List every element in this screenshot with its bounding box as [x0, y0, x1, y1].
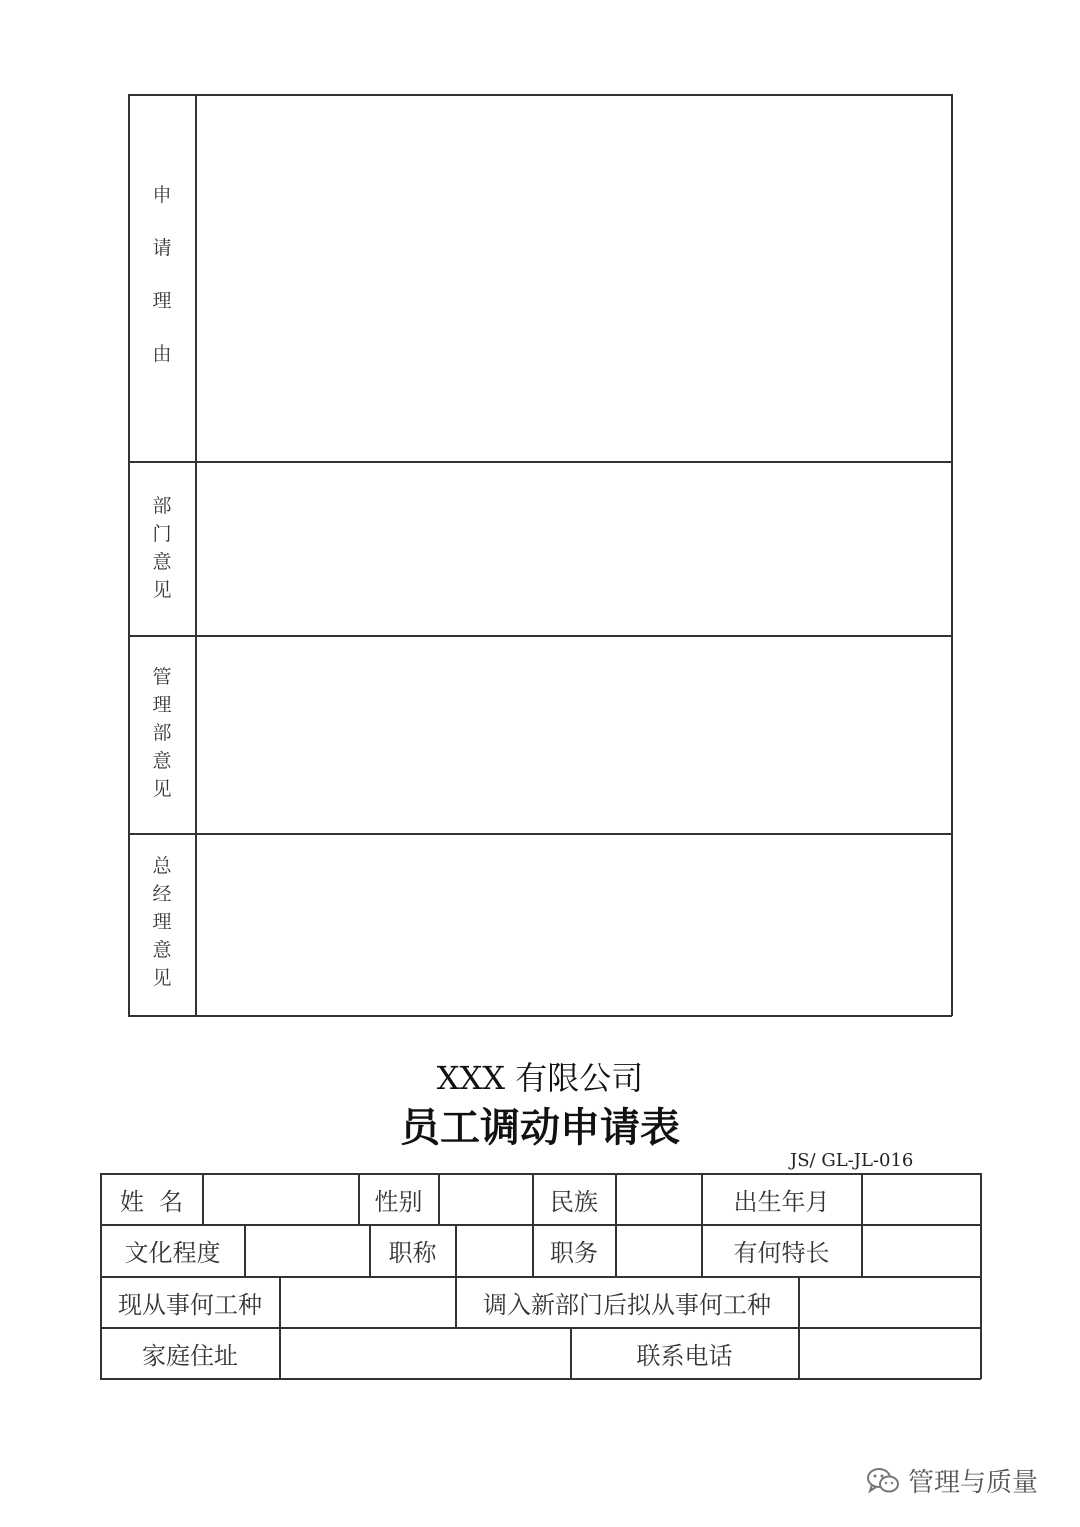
planned-work-field[interactable] — [800, 1278, 979, 1326]
education-field[interactable] — [246, 1226, 368, 1275]
management-opinion-field[interactable] — [197, 637, 950, 832]
form-title: 员工调动申请表 — [400, 1105, 680, 1151]
title-label: 职称 — [388, 1239, 437, 1267]
phone-label: 联系电话 — [636, 1341, 733, 1370]
apply-reason-label: 申 请 理 由 — [152, 184, 172, 365]
department-opinion-label: 部 门 意 见 — [152, 495, 172, 601]
address-field[interactable] — [281, 1329, 569, 1377]
name-field[interactable] — [204, 1175, 357, 1223]
phone-field[interactable] — [800, 1329, 979, 1377]
gm-opinion-field[interactable] — [197, 835, 950, 1014]
ethnicity-label: 民族 — [550, 1187, 598, 1216]
birth-field[interactable] — [863, 1175, 979, 1223]
current-work-field[interactable] — [281, 1278, 454, 1326]
department-opinion-field[interactable] — [197, 463, 950, 634]
management-opinion-label: 管 理 部 意 见 — [152, 666, 172, 800]
specialty-label: 有何特长 — [733, 1239, 830, 1267]
gender-field[interactable] — [440, 1175, 531, 1223]
gender-label: 性别 — [374, 1187, 423, 1216]
position-label: 职务 — [550, 1239, 598, 1267]
company-name: XXX 有限公司 — [436, 1059, 644, 1097]
address-label: 家庭住址 — [142, 1341, 238, 1370]
title-field[interactable] — [457, 1226, 531, 1275]
apply-reason-field[interactable] — [197, 96, 950, 460]
birth-label: 出生年月 — [733, 1187, 830, 1216]
watermark-text: 管理与质量 — [908, 1468, 1039, 1498]
document-code: JS/ GL-JL-016 — [790, 1150, 914, 1171]
name-label: 姓 名 — [119, 1187, 184, 1216]
current-work-label: 现从事何工种 — [118, 1290, 262, 1319]
specialty-field[interactable] — [863, 1226, 979, 1275]
planned-work-label: 调入新部门后拟从事何工种 — [483, 1290, 771, 1319]
education-label: 文化程度 — [124, 1239, 221, 1267]
gm-opinion-label: 总 经 理 意 见 — [152, 855, 172, 989]
watermark — [866, 1462, 1038, 1499]
wechat-icon — [866, 1466, 900, 1496]
position-field[interactable] — [617, 1226, 700, 1275]
ethnicity-field[interactable] — [617, 1175, 700, 1223]
